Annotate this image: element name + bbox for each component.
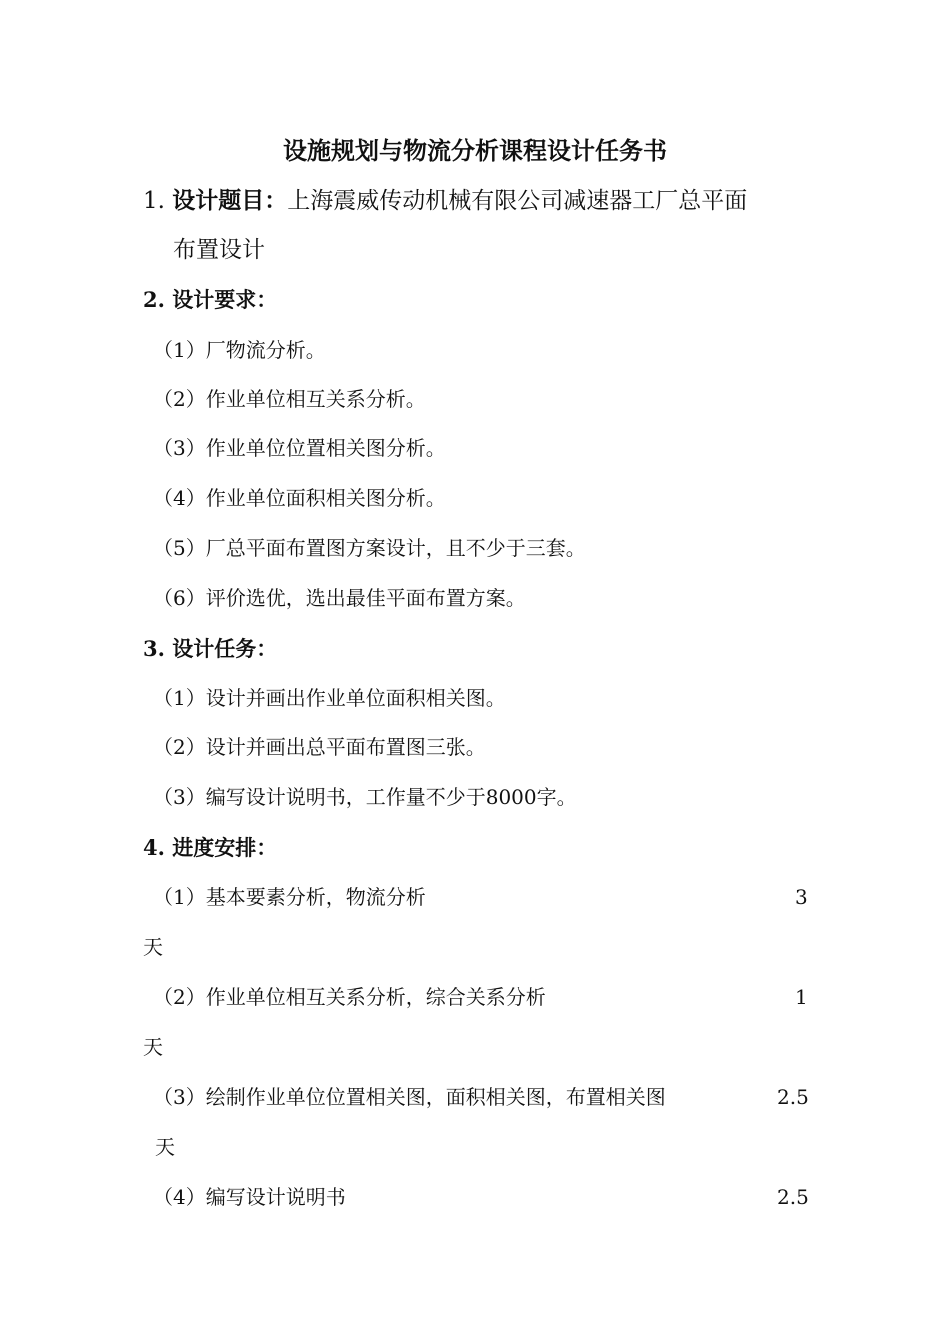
schedule-item-3-days: 2.5 <box>777 1085 809 1109</box>
section-1-heading <box>143 189 747 213</box>
section-1-topic-line2: 布置设计 <box>173 237 265 263</box>
requirement-item-1: （1）厂物流分析。 <box>153 338 326 362</box>
section-1-topic-line1: 上海震威传动机械有限公司减速器工厂总平面 <box>287 188 748 214</box>
document-title: 设施规划与物流分析课程设计任务书 <box>283 136 667 165</box>
section-3-heading: 3. 设计任务： <box>143 636 278 661</box>
task-item-3: （3）编写设计说明书，工作量不少于8000字。 <box>153 785 577 809</box>
section-2-heading: 2. 设计要求： <box>143 287 278 312</box>
schedule-item-1-unit: 天 <box>143 935 163 959</box>
section-1-label: 设计题目： <box>172 187 288 214</box>
section-1-number: 1. <box>143 188 165 214</box>
schedule-item-2-unit: 天 <box>143 1035 163 1059</box>
schedule-item-2-days: 1 <box>795 985 808 1009</box>
schedule-item-2: （2）作业单位相互关系分析，综合关系分析 <box>153 985 546 1009</box>
schedule-item-3: （3）绘制作业单位位置相关图，面积相关图，布置相关图 <box>153 1085 666 1109</box>
requirement-item-2: （2）作业单位相互关系分析。 <box>153 387 426 411</box>
schedule-item-1: （1）基本要素分析，物流分析 <box>153 885 426 909</box>
schedule-item-4: （4）编写设计说明书 <box>153 1185 346 1209</box>
task-item-2: （2）设计并画出总平面布置图三张。 <box>153 735 486 759</box>
requirement-item-5: （5）厂总平面布置图方案设计，且不少于三套。 <box>153 536 586 560</box>
task-item-1: （1）设计并画出作业单位面积相关图。 <box>153 686 506 710</box>
requirement-item-6: （6）评价选优，选出最佳平面布置方案。 <box>153 586 526 610</box>
section-4-heading: 4. 进度安排： <box>143 835 278 860</box>
schedule-item-3-unit: 天 <box>155 1135 175 1159</box>
requirement-item-4: （4）作业单位面积相关图分析。 <box>153 486 446 510</box>
schedule-item-1-days: 3 <box>795 885 808 909</box>
schedule-item-4-days: 2.5 <box>777 1185 809 1209</box>
requirement-item-3: （3）作业单位位置相关图分析。 <box>153 436 446 460</box>
